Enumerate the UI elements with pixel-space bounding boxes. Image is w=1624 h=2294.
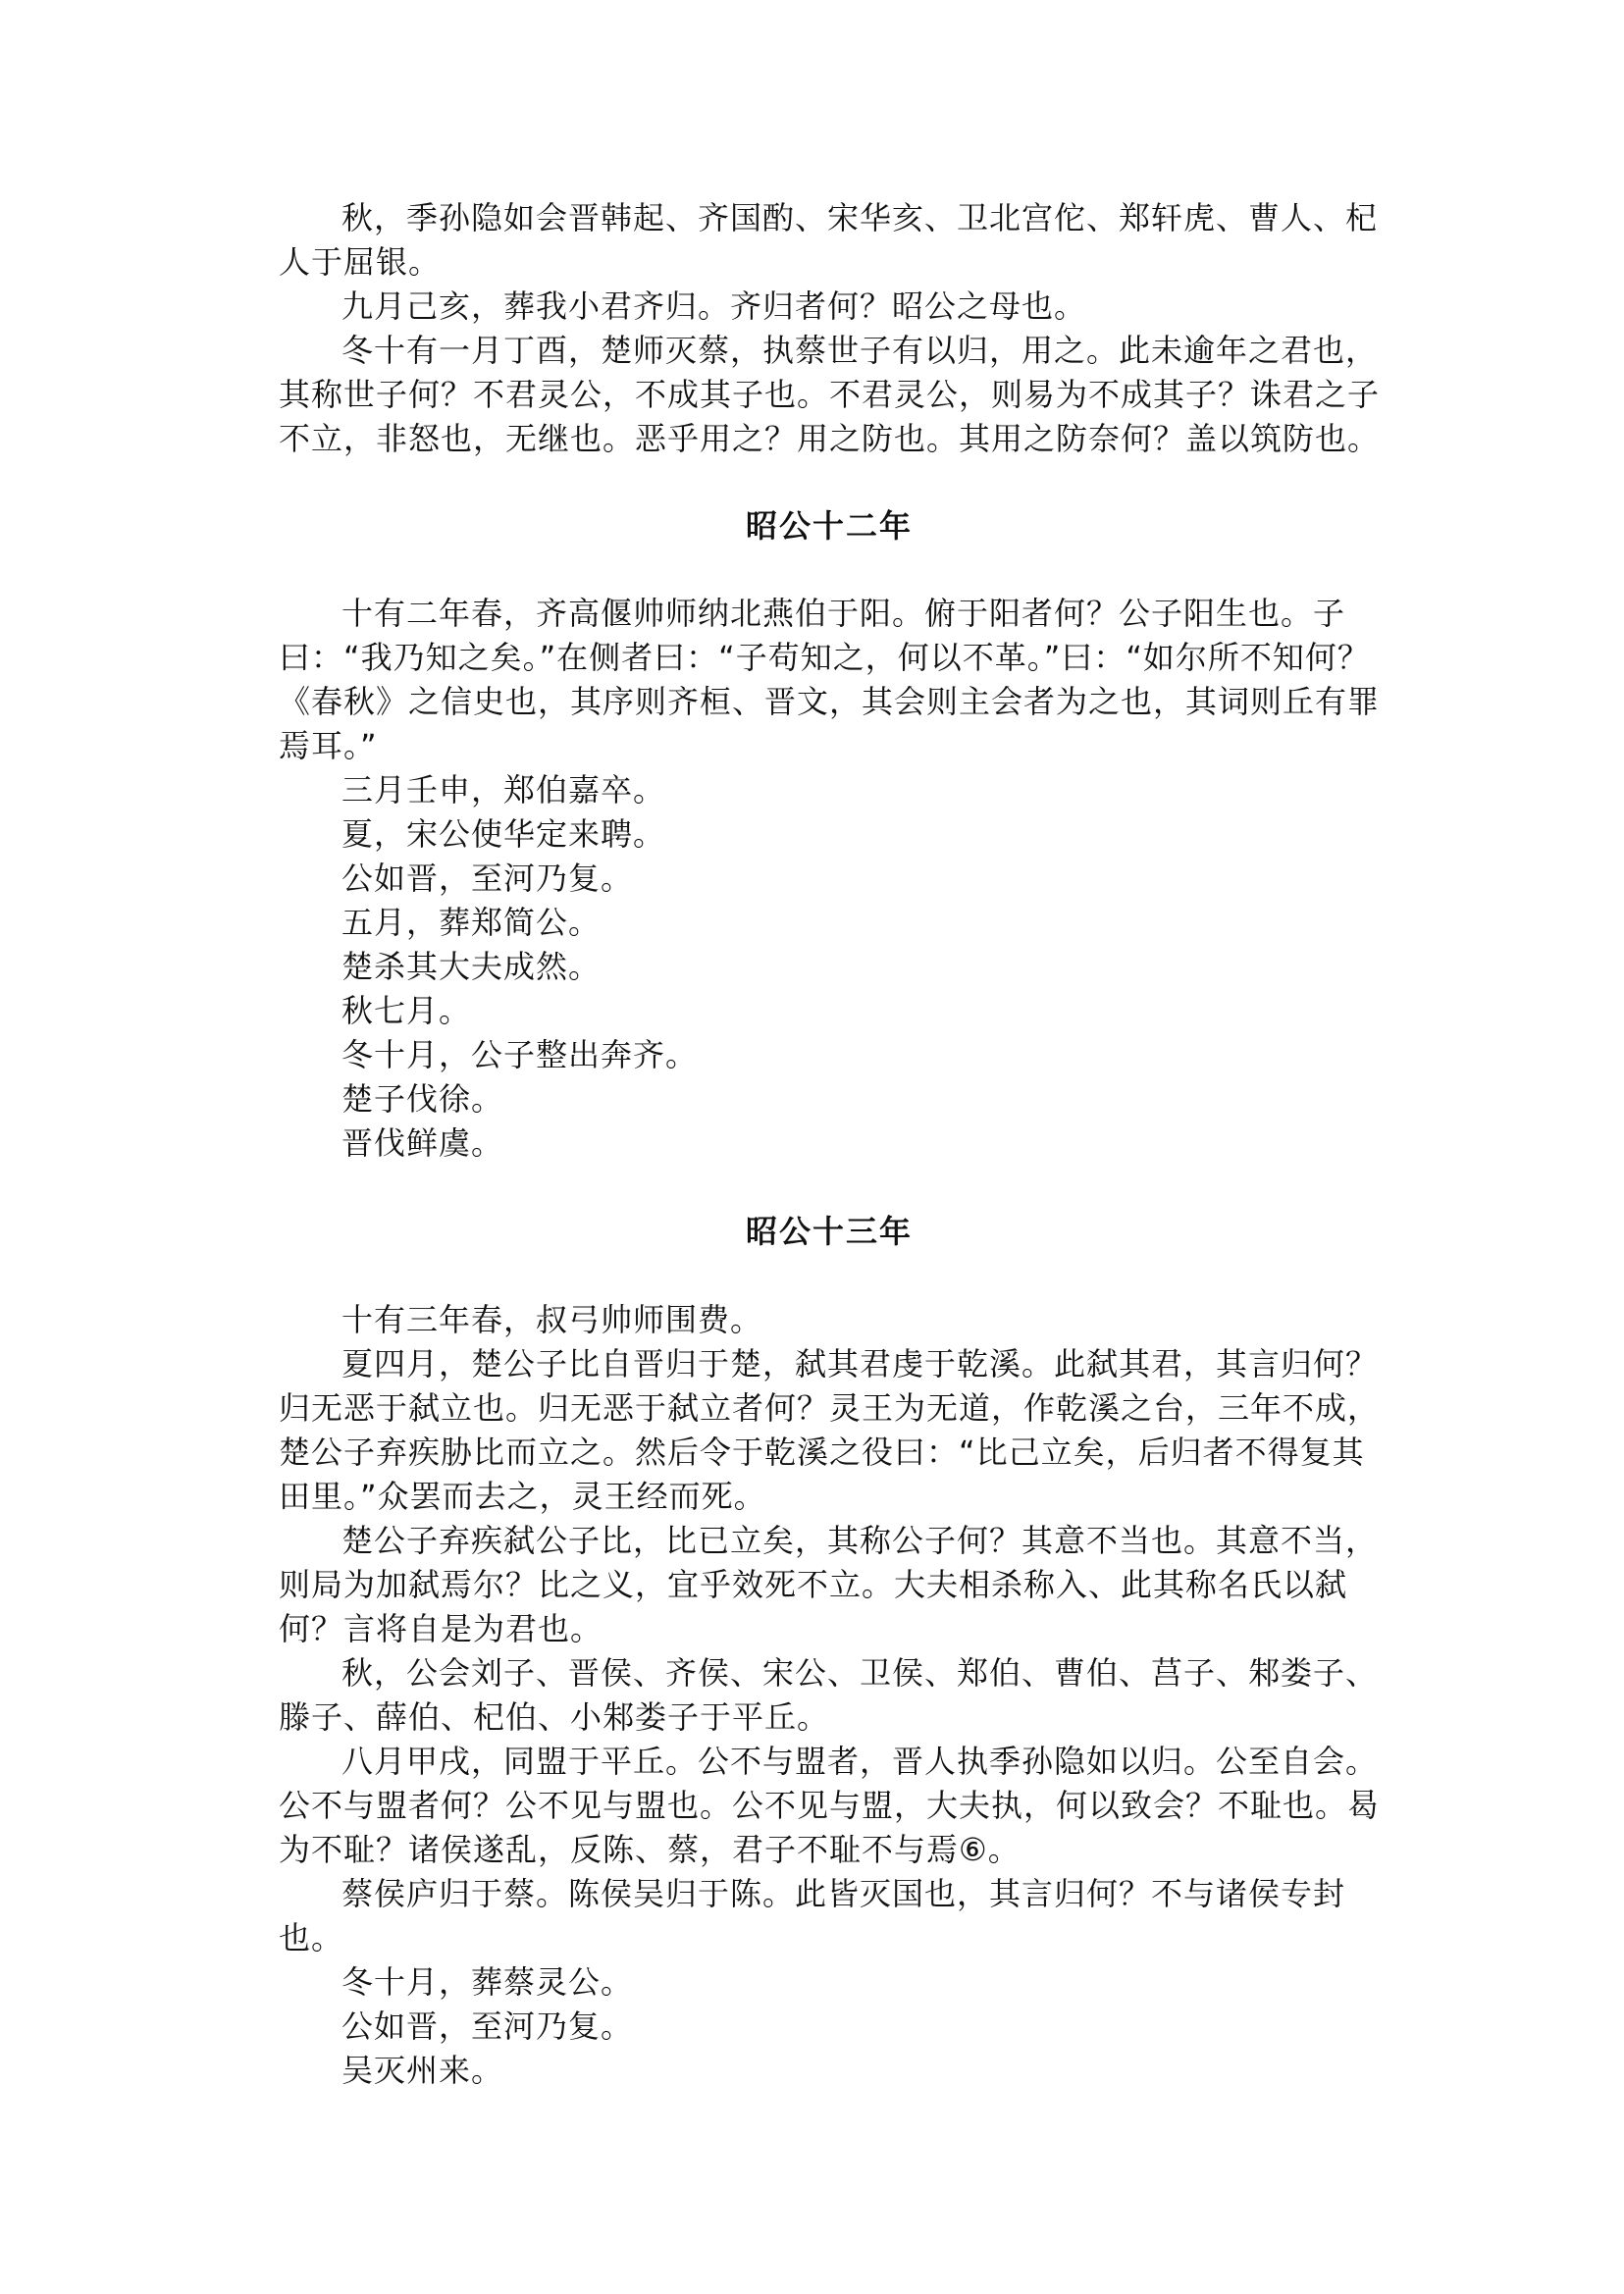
paragraph: 秋，公会刘子、晋侯、齐侯、宋公、卫侯、郑伯、曹伯、莒子、邾娄子、滕子、薛伯、杞伯、小邾娄子于平丘。: [279, 1654, 1379, 1736]
section-spacer: [279, 1254, 1380, 1298]
paragraph: 十有二年春，齐高偃帅师纳北燕伯于阳。俯于阳者何？公子阳生也。子曰：“我乃知之矣。”在侧者曰：“子苟知之，何以不革。”曰：“如尔所不知何？《春秋》之信史也，其序则齐桓、晋文，其会则主会者为之也，其词则丘有罪焉耳。”: [279, 595, 1381, 764]
paragraph: 五月，葬郑简公。: [341, 904, 602, 941]
paragraph: 蔡侯庐归于蔡。陈侯吴归于陈。此皆灭国也，其言归何？不与诸侯专封也。: [279, 1875, 1346, 1956]
paragraph: 楚杀其大夫成然。: [341, 948, 602, 985]
paragraph: 楚子伐徐。: [341, 1080, 504, 1118]
document-body: [279, 196, 1380, 2093]
paragraph: 九月己亥，葬我小君齐归。齐归者何？昭公之母也。: [341, 287, 1087, 325]
paragraph: 冬十月，公子整出奔齐。: [341, 1036, 699, 1073]
section-heading: 昭公十二年: [745, 507, 913, 545]
paragraph: 冬十有一月丁酉，楚师灭蔡，执蔡世子有以归，用之。此未逾年之君也，其称世子何？不君灵公，不成其子也。不君灵公，则易为不成其子？诛君之子不立，非怒也，无继也。恶乎用之？用之防也。其用之防奈何？盖以筑防也。: [279, 332, 1381, 457]
paragraph: 公如晋，至河乃复。: [341, 860, 634, 897]
paragraph: 三月壬申，郑伯嘉卒。: [341, 771, 666, 808]
section-spacer: [279, 1166, 1380, 1210]
paragraph: 十有三年春，叔弓帅师围费。: [341, 1301, 763, 1338]
section-spacer: [279, 461, 1380, 504]
paragraph: 八月甲戌，同盟于平丘。公不与盟者，晋人执季孙隐如以归。公至自会。公不与盟者何？公不见与盟也。公不见与盟，大夫执，何以致会？不耻也。曷为不耻？诸侯遂乱，反陈、蔡，君子不耻不与焉⑥。: [279, 1743, 1381, 1868]
paragraph: 晋伐鲜虞。: [341, 1124, 504, 1162]
paragraph: 公如晋，至河乃复。: [341, 2007, 634, 2045]
paragraph: 夏，宋公使华定来聘。: [341, 815, 666, 853]
paragraph: 秋，季孙隐如会晋韩起、齐国酌、宋华亥、卫北宫佗、郑轩虎、曹人、杞人于屈银。: [279, 199, 1379, 281]
paragraph: 秋七月。: [341, 992, 472, 1029]
section-spacer: [279, 548, 1380, 592]
paragraph: 冬十月，葬蔡灵公。: [341, 1963, 634, 2001]
paragraph: 夏四月，楚公子比自晋归于楚，弑其君虔于乾溪。此弑其君，其言归何？归无恶于弑立也。归无恶于弑立者何？灵王为无道，作乾溪之台，三年不成，楚公子弃疾胁比而立之。然后令于乾溪之役曰：“比己立矣，后归者不得复其田里。”众罢而去之，灵王经而死。: [279, 1345, 1381, 1515]
paragraph: 楚公子弃疾弑公子比，比已立矣，其称公子何？其意不当也。其意不当，则局为加弑焉尔？比之义，宜乎效死不立。大夫相杀称入、此其称名氏以弑何？言将自是为君也。: [279, 1522, 1379, 1647]
paragraph: 吴灭州来。: [341, 2052, 504, 2089]
section-heading: 昭公十三年: [745, 1213, 913, 1250]
